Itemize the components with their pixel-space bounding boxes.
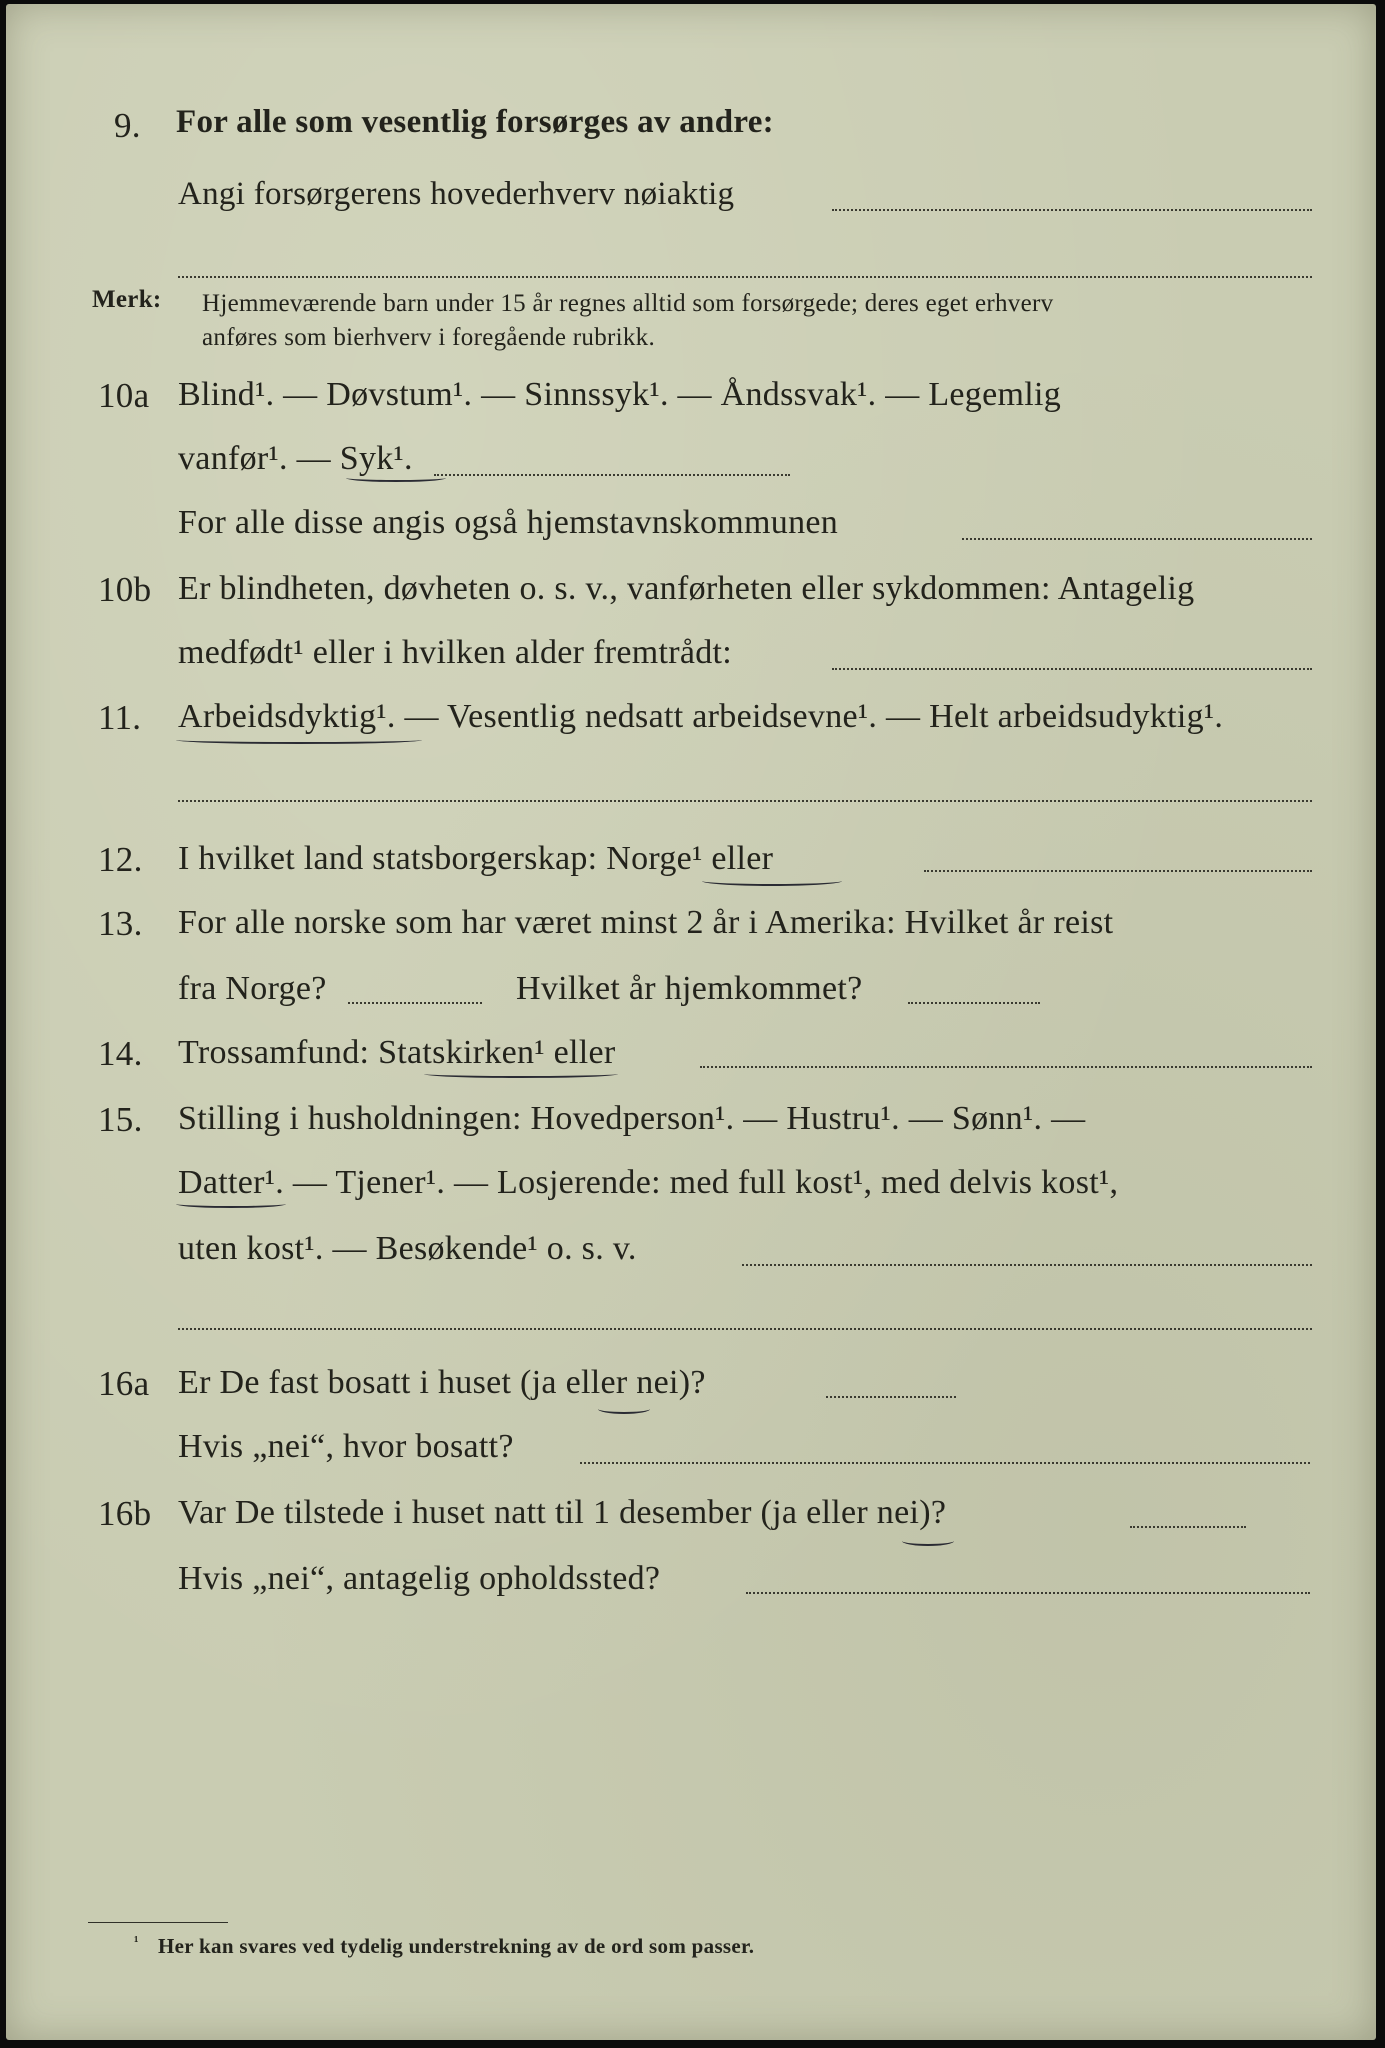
q15-text-1: Stilling i husholdningen: Hovedperson¹. — Hustru¹. — Sønn¹. —	[178, 1100, 1086, 1137]
q13-text-1: For alle norske som har været minst 2 år i Amerika: Hvilket år reist	[178, 904, 1114, 941]
q10b-text-1: Er blindheten, døvheten o. s. v., vanførheten eller sykdommen: Antagelig	[178, 570, 1195, 607]
ja-underline-mark-16a	[598, 1404, 650, 1414]
merk-text-2: anføres som bierhverv i foregående rubrikk.	[202, 324, 656, 351]
q15-number: 15.	[98, 1100, 143, 1139]
q16b-number: 16b	[98, 1494, 152, 1533]
q14-text: Trossamfund: Statskirken¹ eller	[178, 1034, 616, 1071]
q15-answer-line[interactable]	[742, 1264, 1312, 1266]
q14-answer-line[interactable]	[700, 1066, 1312, 1068]
q12-text: I hvilket land statsborgerskap: Norge¹ eller	[178, 840, 774, 877]
q13-number: 13.	[98, 904, 143, 943]
q9-answer-line-2[interactable]	[178, 276, 1312, 278]
ja-underline-mark-16b	[902, 1536, 954, 1546]
q13-hjemkommet-line[interactable]	[908, 1002, 1040, 1004]
q13-reist-line[interactable]	[348, 1002, 482, 1004]
merk-label: Merk:	[92, 286, 162, 313]
q14-number: 14.	[98, 1034, 143, 1073]
q9-number: 9.	[114, 106, 141, 145]
q11-text: Arbeidsdyktig¹. — Vesentlig nedsatt arbeidsevne¹. — Helt arbeidsudyktig¹.	[178, 698, 1224, 735]
q10a-number: 10a	[98, 376, 150, 415]
q16a-number: 16a	[98, 1364, 150, 1403]
q13-text-2b: Hvilket år hjemkommet?	[516, 970, 863, 1007]
q10a-text-2: vanfør¹. — Syk¹.	[178, 440, 413, 477]
datter-underline-mark	[176, 1200, 286, 1208]
q16b-answer-line[interactable]	[1130, 1526, 1246, 1528]
arbeidsdyktig-underline-mark	[176, 736, 422, 744]
q10b-number: 10b	[98, 570, 152, 609]
q12-answer-line[interactable]	[924, 870, 1312, 872]
q16b-text-2: Hvis „nei“, antagelig opholdssted?	[178, 1560, 661, 1597]
q10a-text-1: Blind¹. — Døvstum¹. — Sinnssyk¹. — Åndssvak¹. — Legemlig	[178, 376, 1062, 413]
q15-text-2: Datter¹. — Tjener¹. — Losjerende: med full kost¹, med delvis kost¹,	[178, 1164, 1119, 1201]
q10a-text-3: For alle disse angis også hjemstavnskommunen	[178, 504, 839, 541]
q11-answer-line[interactable]	[178, 800, 1312, 802]
q15-text-3: uten kost¹. — Besøkende¹ o. s. v.	[178, 1230, 637, 1267]
q9-answer-line[interactable]	[832, 209, 1312, 211]
q15-answer-line-2[interactable]	[178, 1328, 1312, 1330]
q13-text-2a: fra Norge?	[178, 970, 327, 1007]
q12-number: 12.	[98, 840, 143, 879]
footnote-mark: ¹	[134, 1934, 139, 1950]
q10a-kommune-line[interactable]	[962, 538, 1312, 540]
q10b-answer-line[interactable]	[832, 668, 1312, 670]
norge-underline-mark	[702, 876, 842, 886]
q11-number: 11.	[98, 698, 142, 737]
q9-text: For alle som vesentlig forsørges av andre:	[176, 104, 774, 140]
census-form-page	[6, 4, 1376, 2040]
q16a-text-1: Er De fast bosatt i huset (ja eller nei)?	[178, 1364, 706, 1401]
statskirken-underline-mark	[424, 1070, 618, 1078]
merk-text-1: Hjemmeværende barn under 15 år regnes alltid som forsørgede; deres eget erhverv	[202, 290, 1054, 317]
q10a-answer-line[interactable]	[434, 474, 790, 476]
footnote-text: Her kan svares ved tydelig understrekning av de ord som passer.	[158, 1934, 755, 1958]
q10b-text-2: medfødt¹ eller i hvilken alder fremtrådt:	[178, 634, 733, 671]
q16a-answer-line[interactable]	[826, 1396, 956, 1398]
syk-underline-mark	[346, 474, 446, 482]
q16b-opholdssted-line[interactable]	[746, 1592, 1310, 1594]
q9-subtext: Angi forsørgerens hovederhverv nøiaktig	[178, 176, 735, 212]
q16b-text-1: Var De tilstede i huset natt til 1 desember (ja eller nei)?	[178, 1494, 947, 1531]
footnote-rule	[88, 1922, 228, 1923]
q16a-text-2: Hvis „nei“, hvor bosatt?	[178, 1428, 514, 1465]
q16a-bosatt-line[interactable]	[580, 1462, 1310, 1464]
